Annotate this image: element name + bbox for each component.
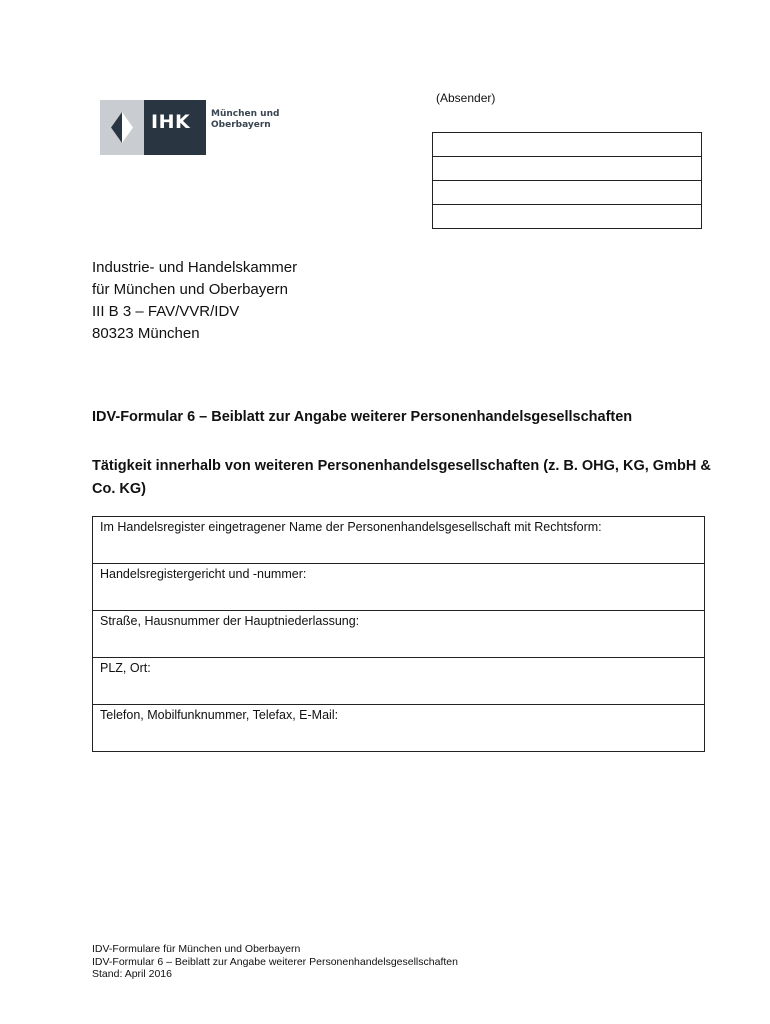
field-postcode-city[interactable]	[93, 658, 704, 705]
footer-line-1: IDV-Formulare für München und Oberbayern	[92, 943, 301, 955]
address-line-3: III B 3 – FAV/VVR/IDV	[92, 303, 240, 320]
footer-line-2: IDV-Formular 6 – Beiblatt zur Angabe weiterer Personenhandelsgesellschaften	[92, 955, 458, 968]
sender-line-1[interactable]	[433, 133, 701, 157]
sender-label: (Absender)	[436, 91, 496, 105]
field-label: PLZ, Ort:	[100, 661, 151, 675]
recipient-address	[92, 257, 297, 345]
sender-box	[432, 132, 702, 229]
logo-region-line-1: München und	[211, 109, 280, 119]
logo-region-line-2: Oberbayern	[211, 120, 271, 130]
field-label: Straße, Hausnummer der Hauptniederlassung:	[100, 614, 360, 628]
logo-emblem	[100, 100, 144, 155]
ihk-logo	[100, 100, 206, 155]
logo-brand: IHK	[151, 111, 191, 133]
field-label: Im Handelsregister eingetragener Name der Personenhandelsgesellschaft mit Rechtsform:	[100, 520, 602, 534]
field-company-name[interactable]	[93, 517, 704, 564]
address-line-1: Industrie- und Handelskammer	[92, 259, 298, 276]
field-contact[interactable]	[93, 705, 704, 751]
address-line-4: 80323 München	[92, 325, 200, 342]
sender-line-2[interactable]	[433, 157, 701, 181]
logo-region-text	[211, 109, 279, 131]
section-title: Tätigkeit innerhalb von weiteren Personenhandelsgesellschaften (z. B. OHG, KG, GmbH & Co. KG)	[92, 458, 711, 497]
logo-wordmark-block	[144, 100, 206, 155]
footer	[92, 943, 458, 981]
field-label: Telefon, Mobilfunknummer, Telefax, E-Mail:	[100, 708, 339, 722]
company-details-table	[92, 516, 705, 752]
field-label: Handelsregistergericht und -nummer:	[100, 567, 307, 581]
sender-line-4[interactable]	[433, 205, 701, 228]
field-street[interactable]	[93, 611, 704, 658]
address-line-2: für München und Oberbayern	[92, 281, 288, 298]
form-title: IDV-Formular 6 – Beiblatt zur Angabe weiterer Personenhandelsgesellschaften	[92, 409, 633, 425]
sender-line-3[interactable]	[433, 181, 701, 205]
field-register-court[interactable]	[93, 564, 704, 611]
footer-line-3: Stand: April 2016	[92, 968, 172, 980]
diamond-icon	[100, 100, 144, 155]
